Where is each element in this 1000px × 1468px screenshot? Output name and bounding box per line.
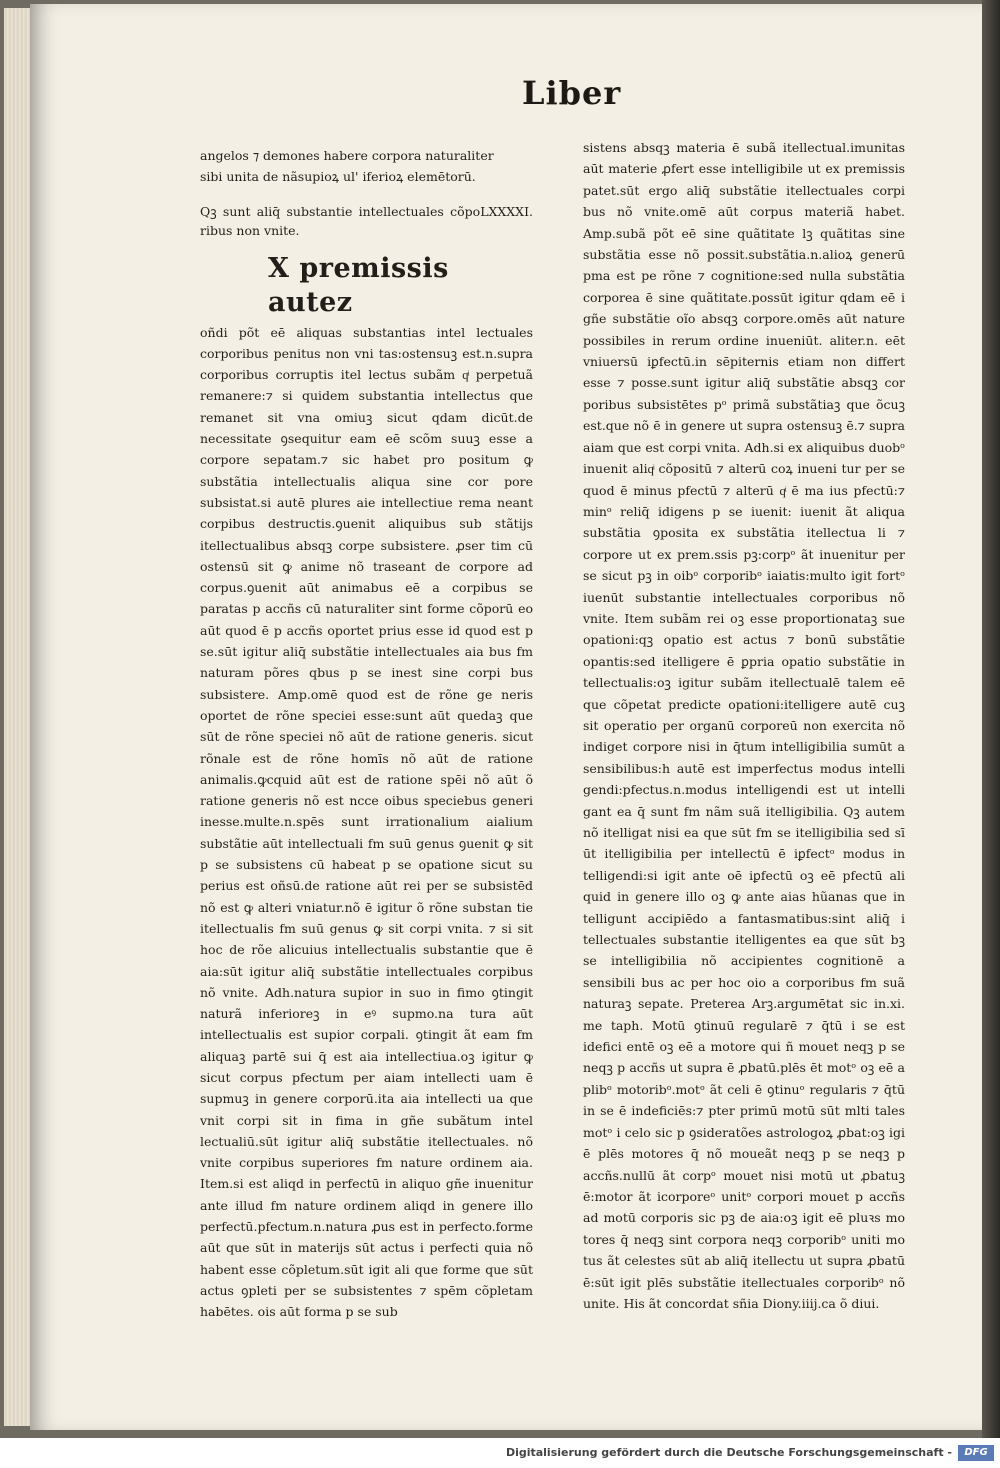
text-line: sibi unita de nãsupioꝝ ul' iferioꝝ elemētorū. (200, 169, 476, 185)
text-line: angelos ⁊ demones habere corpora naturaliter (200, 148, 494, 163)
scan-margin (982, 0, 1000, 1438)
dfg-logo: DFG (958, 1445, 994, 1461)
chapter-heading-text: Qꝫ sunt aliq̄ substantie intellectuales cõpo ribus non vnite. (200, 203, 481, 238)
body-text: oñdi põt eē aliquas substantias intel lectuales corporibus penitus non vni tas:ostensuꝫ est.n.supra corporibus corruptis itel lectus subãm qͥ perpetuã remanere:⁊ si quidem substantia intellectus que remanet sit vna omiuꝫ sicut qdam dicūt.de necessitate ꝯsequitur eam eē scõm suuꝫ esse a corpore sepatam.⁊ sic habet pro positum ꝙ substãtia intellectualis aliqua sine cor pore subsistat.si autē plures aie intellectiue rema neant corpibus destructis.ꝯuenit aliquibus sub stãtijs itellectualibus absqꝫ corpe subsistere. ꝓser tim cū ostensū sit ꝙ anime nõ traseant de corpore ad corpus.ꝯuenit aūt animabus eē a corpibus se paratas p accñs cū naturaliter sint forme cõporū eo aūt quod ē p accñs oportet prius esse id quod est p se.sūt igitur aliq̄ substãtie intellectuales aia bus fm naturam põres qbus p se inest sine corpi bus subsistere. Amp.omē quod est de rõne ge neris oportet de rõne speciei esse:sunt aūt quedaꝫ que sūt de rõne speciei nõ aūt de ratione generis. sicut rõnale est de rõne homīs nõ aūt de ratione animalis.ꝙcquid aūt est de ratione spēi nõ aūt õ ratione generis nõ est ncce oibus speciebus generi inesse.multe.n.spēs sunt irrationalium aialium substãtie aūt intellectuali fm suū genus ꝯuenit ꝙ sit p se subsistens cū habeat p se opatione sicut su perius est oñsū.de ratione aūt rei per se subsistēd nõ est ꝙ alteri vniatur.nõ ē igitur õ rõne substan tie itellectualis fm suū genus ꝙ sit corpi vnita. ⁊ si sit hoc de rõe alicuius intellectualis substantie que ē aia:sūt igitur aliq̄ substãtie intellectuales corpibus nõ vnite. Adh.natura supior in suo in fimo ꝯtingit naturã inferioreꝫ in eꝰ supmo.na tura aūt intellectualis est supior corpali. ꝯtingit ãt eam fm aliquaꝫ partē sui q̄ est aia intellectiua.oꝫ igitur ꝙ sicut corpus pfectum per aiam intellecti uam ē supmuꝫ in genere corporū.ita aia intellecti ua que vnit corpi sit in fima in gñe subãtum intel lectualiū.sūt igitur aliq̄ substãtie itellectuales. nõ vnite corpibus superiores fm nature ordinem aia. Item.si est aliqd in perfectū in aliquo gñe inuenitur ante illud fm nature ordinem aliqd in genere illo perfectū.pfectum.n.natura ꝓus est in perfecto.forme aūt que sūt in materijs sūt actus i perfecti quia nõ habent esse cõpletum.sūt igit ali que forme que sūt actus ꝯpleti per se subsistentes ⁊ spēm cõpletam habētes. ois aūt forma p se sub (200, 324, 533, 1320)
chapter-heading (200, 202, 533, 240)
footer-bar (0, 1438, 1000, 1468)
initial-text: X premissis autez (268, 252, 449, 318)
running-head: Liber (522, 74, 622, 112)
right-column (583, 137, 905, 1314)
body-text: sistens absqꝫ materia ē subã itellectual.imunitas aūt materie ꝓfert esse intelligibile ut ex premissis patet.sūt ergo aliq̄ substãtie itellectuales corpi bus nõ vnite.omē aūt corpus materiã habet. Amp.subã põt eē sine quãtitate lꝫ quãtitas sine substãtia esse nõ possit.substãtia.n.alioꝝ generū pma est pe rõne ⁊ cognitione:sed nulla substãtia corporea ē sine quãtitate.possūt igitur qdam eē i gñe substãtie oĩo absqꝫ corpore.omēs aūt nature possibiles in rerum ordine inueniūt. aliter.n. eēt vniuersū iꝑfectū.in sēpiternis etiam non differt esse ⁊ posse.sunt igitur aliq̄ substãtie absqꝫ cor poribus subsistētes pᵒ primã substãtiaꝫ que õcuꝫ est.que nõ ē in genere ut supra ostensuꝫ ē.⁊ supra aiam que est corpi vnita. Adh.si ex aliquibus duobᵒ inuenit aliqͥ cõpositū ⁊ alterū coꝝ inueni tur per se quod ē minus pfectū ⁊ alterū qͥ ē ma ius pfectū:⁊ minᵒ reliq̄ idigens p se iuenit: iuenit ãt aliqua substãtia ꝯposita ex substãtia itellectua li ⁊ corpore ut ex prem.ssis pꝫ:corpᵒ ãt inuenitur per se sicut pꝫ in oibᵒ corporibᵒ iaiatis:multo igit fortᵒ iuenūt substantie intellectuales corporibus nõ vnite. Item subãm rei oꝫ esse proportionataꝫ sue opationi:qꝫ opatio est actus ⁊ bonū substãtie opantis:sed itelligere ē ꝑpria opatio substãtie in tellectualis:oꝫ igitur subãm itellectualē talem eē que cõpetat predicte opationi:itelligere autē cuꝫ sit operatio per organū corporeū non exercita nõ indiget corpore nisi in q̄tum intelligibilia sumūt a sensibilibus:h autē est imperfectus modus intelli gendi:pfectus.n.modus intelligendi est ut intelli gant ea q̄ sunt fm nãm suã itelligibilia. Qꝫ autem nõ itelligat nisi ea que sūt fm se itelligibilia sed sī ūt itelligibilia per intellectū ē iꝑfectᵒ modus in telligendi:si igit ante oē iꝑfectū oꝫ eē pfectū ali quid in genere illo oꝫ ꝙ ante aias hũanas que in telligunt accipiēdo a fantasmatibus:sint aliq̄ i tellectuales substantie itelligentes ea que sūt bꝫ se intelligibilia nõ accipientes cognitionē a sensibili bus ac per hoc oio a corporibus fm suã naturaꝫ sepate. Preterea Arꝫ.argumētat sic in.xi. me taph. Motū ꝯtinuū regularē ⁊ q̄tū i se est idefici entē oꝫ eē a motore qui ñ mouet neqꝫ p se neqꝫ p accñs ut supra ē ꝓbatū.plēs ēt motᵒ oꝫ eē a plibᵒ motoribᵒ.motᵒ ãt celi ē ꝯtinuᵒ regularis ⁊ q̄tū in se ē indeficiēs:⁊ pter primū motū sūt mlti tales motᵒ i celo sic p ꝯsideratões astrologoꝝ ꝓbat:oꝫ igi ē plēs motores q̄ nõ moueãt neqꝫ p se neqꝫ p accñs.nullū ãt corpᵒ mouet nisi motū ut ꝓbatuꝫ ē:motor ãt icorporeᵒ unitᵒ corpori mouet p accñs ad motū corporis sic pꝫ de aia:oꝫ igit eē pluꝛs mo tores q̄ neqꝫ sint corpora neqꝫ corporibᵒ uniti mo tus ãt celestes sūt ab aliq̄ itellectu ut supra ꝓbatū ē:sūt igit plēs substãtie itellectuales corporibᵒ nõ unite. His ãt concordat sñia Diony.iiij.ca õ diui. (583, 140, 905, 1311)
left-column (200, 145, 533, 1323)
chapter-number: LXXXXI. (480, 203, 533, 219)
funding-credit: Digitalisierung gefördert durch die Deutsche Forschungsgemeinschaft - (505, 1446, 952, 1459)
